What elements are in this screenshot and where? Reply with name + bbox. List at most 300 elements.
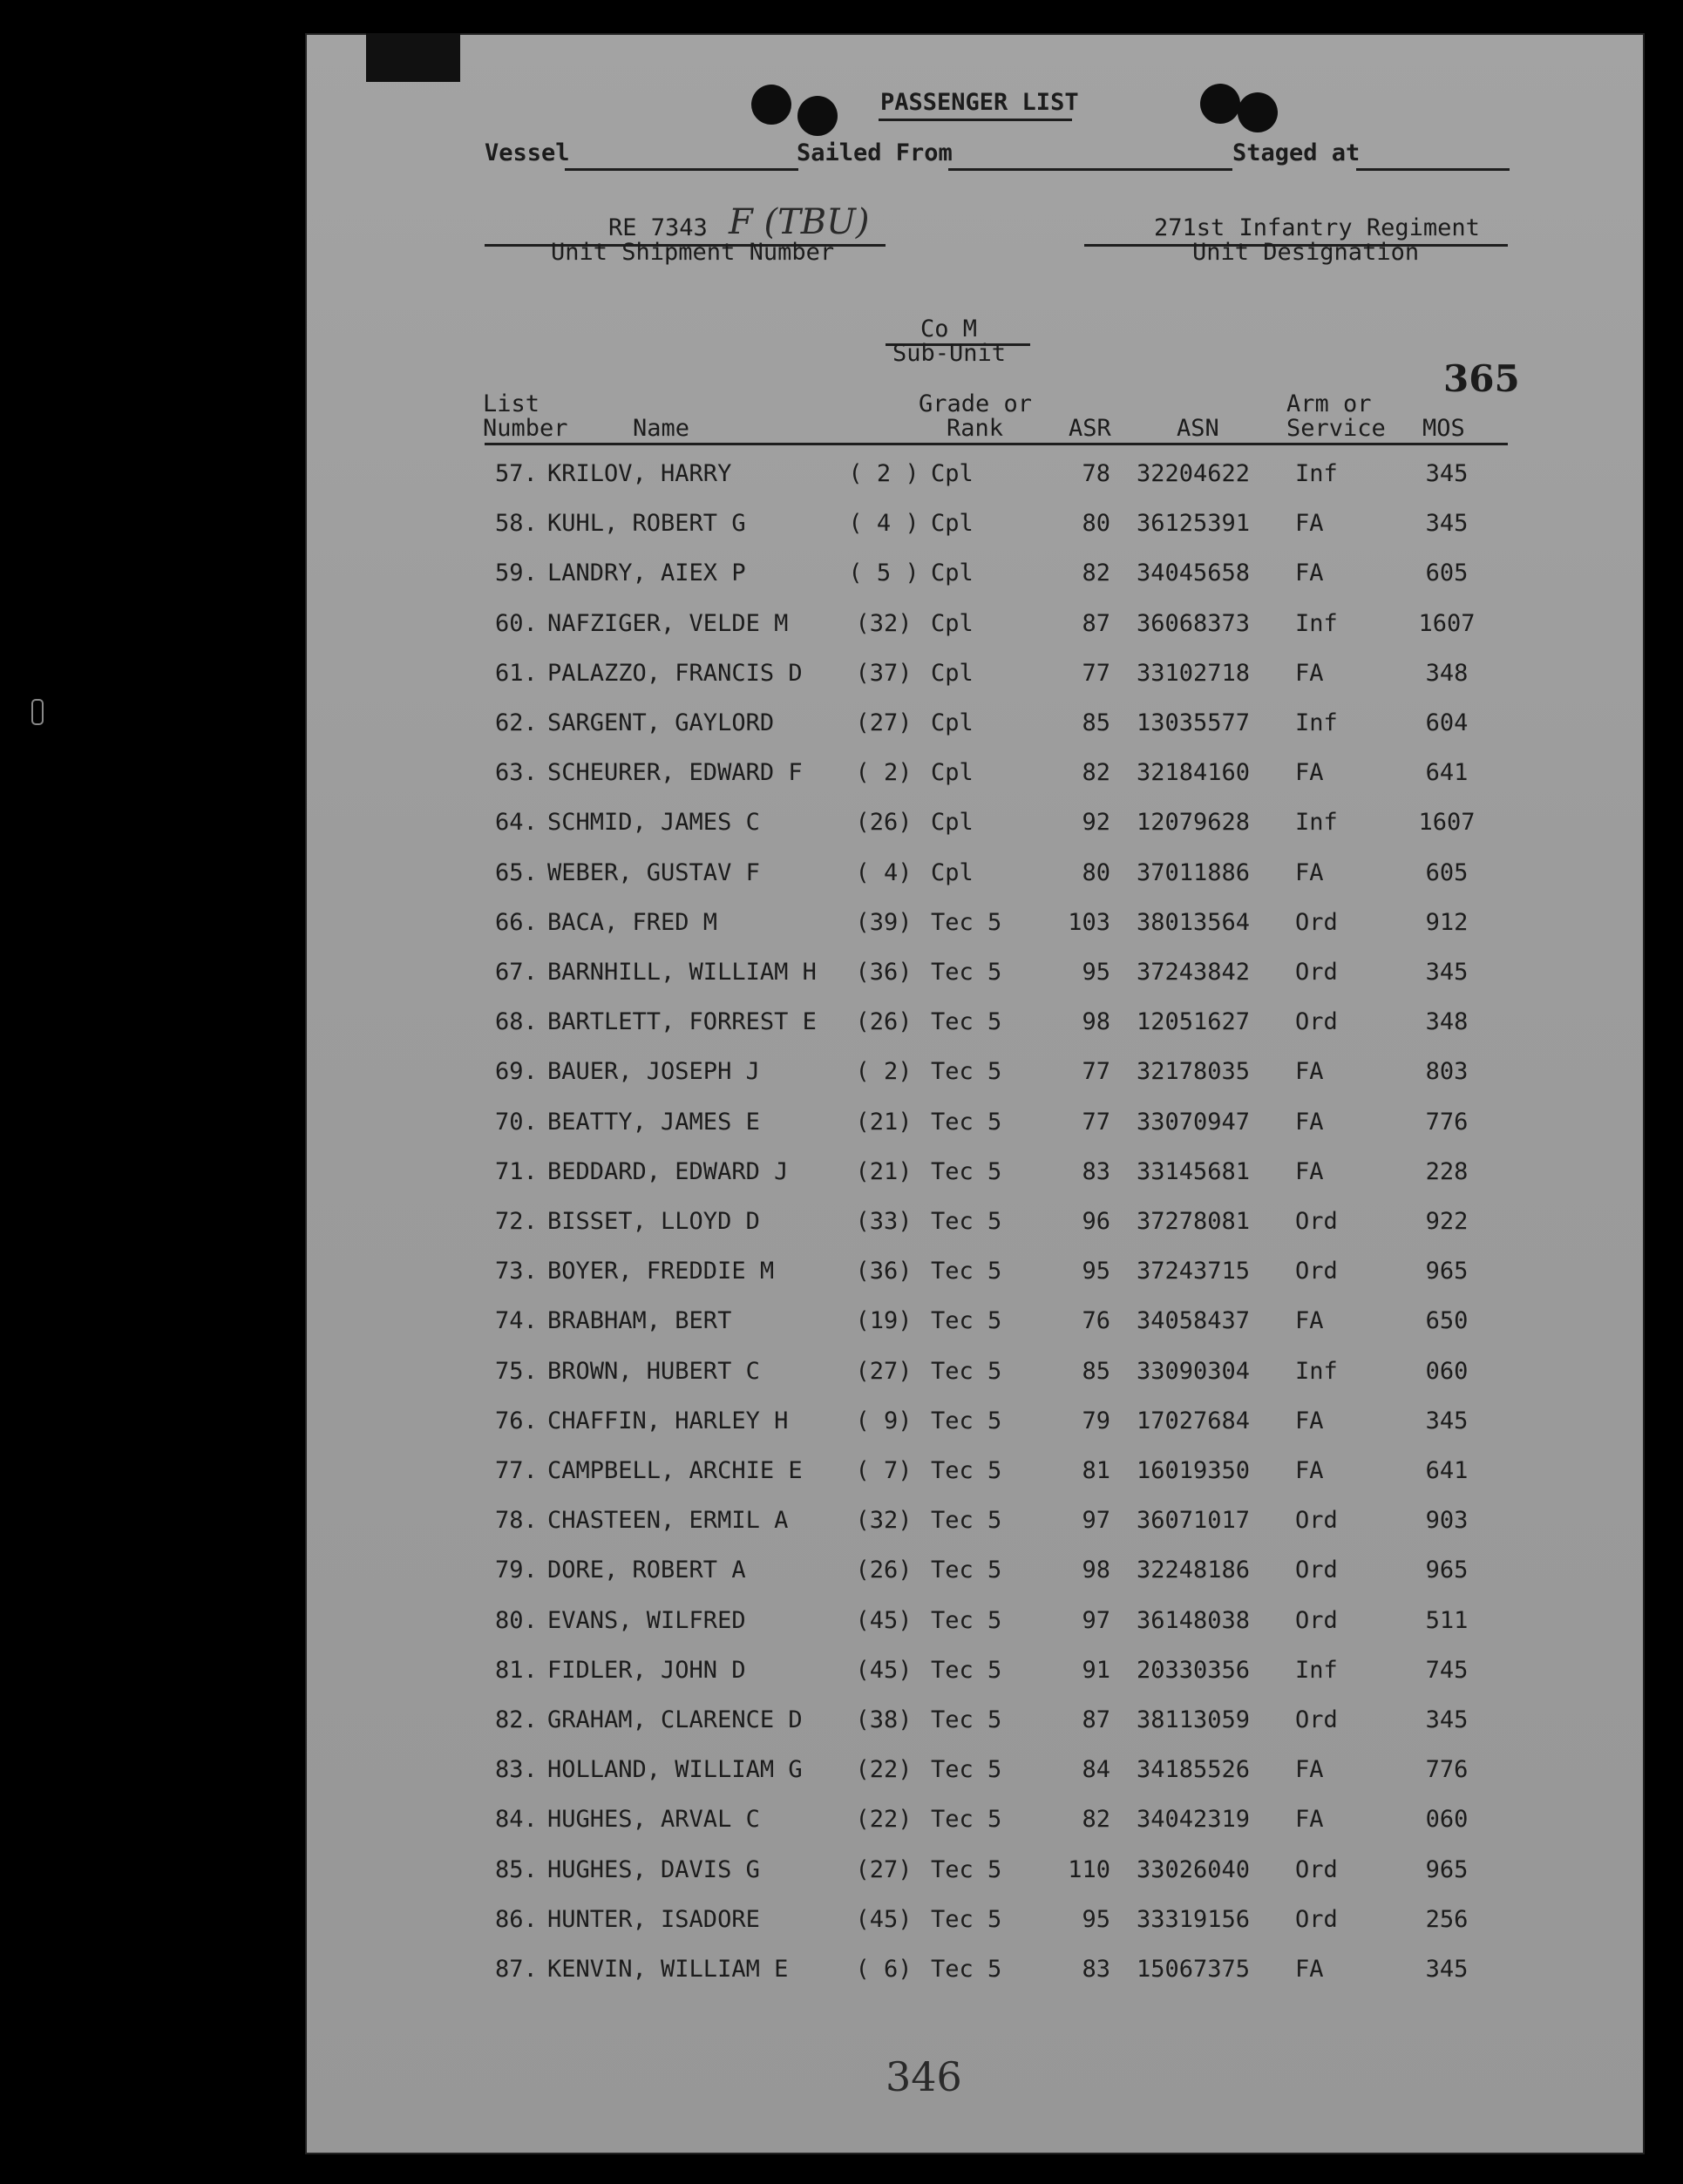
row-asr: 87 xyxy=(1082,1706,1110,1733)
unit-designation-label: Unit Designation xyxy=(1192,239,1420,266)
row-name: HUGHES, DAVIS G xyxy=(547,1855,760,1883)
row-asr: 95 xyxy=(1082,1258,1110,1285)
row-rank: Tec 5 xyxy=(931,908,1002,936)
staged-at-field-line xyxy=(1356,168,1510,171)
row-list-number: 79. xyxy=(495,1557,538,1584)
table-row xyxy=(0,1806,1683,1841)
row-rank: Tec 5 xyxy=(931,1008,1002,1036)
row-asn: 12051627 xyxy=(1137,1008,1251,1036)
row-mos: 776 xyxy=(1425,1108,1469,1136)
row-asr: 79 xyxy=(1082,1407,1110,1435)
col-asn: ASN xyxy=(1177,415,1219,442)
row-code: (45) xyxy=(855,1905,913,1933)
row-arm-service: FA xyxy=(1295,1806,1324,1834)
row-mos: 345 xyxy=(1425,959,1469,986)
row-list-number: 70. xyxy=(495,1108,538,1136)
row-arm-service: Ord xyxy=(1295,1706,1338,1733)
row-name: KENVIN, WILLIAM E xyxy=(547,1956,789,1983)
row-mos: 060 xyxy=(1425,1806,1469,1834)
table-row xyxy=(0,1407,1683,1442)
row-arm-service: FA xyxy=(1295,858,1324,886)
row-rank: Tec 5 xyxy=(931,1407,1002,1435)
row-mos: 965 xyxy=(1425,1557,1469,1584)
row-asn: 36068373 xyxy=(1137,609,1251,637)
row-asr: 97 xyxy=(1082,1507,1110,1535)
col-mos: MOS xyxy=(1422,415,1465,442)
row-asn: 20330356 xyxy=(1137,1656,1251,1684)
row-code: ( 9) xyxy=(855,1407,913,1435)
table-row xyxy=(0,1058,1683,1093)
row-code: (19) xyxy=(855,1307,913,1335)
row-rank: Cpl xyxy=(931,510,974,538)
row-list-number: 61. xyxy=(495,659,538,687)
table-row xyxy=(0,759,1683,794)
row-rank: Tec 5 xyxy=(931,1108,1002,1136)
row-code: (26) xyxy=(855,1008,913,1036)
row-list-number: 68. xyxy=(495,1008,538,1036)
row-name: BISSET, LLOYD D xyxy=(547,1208,760,1235)
row-code: (39) xyxy=(855,908,913,936)
row-rank: Cpl xyxy=(931,709,974,736)
row-code: ( 4) xyxy=(855,858,913,886)
table-row xyxy=(0,1457,1683,1492)
row-arm-service: FA xyxy=(1295,1956,1324,1983)
table-row xyxy=(0,1358,1683,1393)
row-name: CHASTEEN, ERMIL A xyxy=(547,1507,789,1535)
row-list-number: 82. xyxy=(495,1706,538,1733)
row-arm-service: FA xyxy=(1295,1756,1324,1784)
row-asr: 97 xyxy=(1082,1606,1110,1634)
row-arm-service: Ord xyxy=(1295,1008,1338,1036)
row-arm-service: FA xyxy=(1295,659,1324,687)
row-code: (22) xyxy=(855,1756,913,1784)
row-code: (37) xyxy=(855,659,913,687)
shipment-number-label: Unit Shipment Number xyxy=(551,239,835,266)
table-row xyxy=(0,660,1683,695)
table-row xyxy=(0,809,1683,844)
row-mos: 912 xyxy=(1425,908,1469,936)
row-list-number: 57. xyxy=(495,460,538,487)
row-asn: 32204622 xyxy=(1137,460,1251,487)
sailed-from-label: Sailed From xyxy=(797,139,953,166)
table-row xyxy=(0,1208,1683,1243)
table-row xyxy=(0,1706,1683,1741)
row-arm-service: FA xyxy=(1295,560,1324,587)
row-list-number: 67. xyxy=(495,959,538,986)
row-list-number: 72. xyxy=(495,1208,538,1235)
row-asr: 77 xyxy=(1082,659,1110,687)
table-row xyxy=(0,709,1683,744)
row-list-number: 65. xyxy=(495,858,538,886)
row-mos: 745 xyxy=(1425,1656,1469,1684)
row-name: EVANS, WILFRED xyxy=(547,1606,746,1634)
row-rank: Tec 5 xyxy=(931,1157,1002,1185)
row-asn: 38113059 xyxy=(1137,1706,1251,1733)
table-row xyxy=(0,1856,1683,1891)
col-arm-line1: Arm or xyxy=(1286,390,1372,417)
row-code: ( 4 ) xyxy=(848,510,920,538)
row-rank: Cpl xyxy=(931,560,974,587)
row-asr: 80 xyxy=(1082,858,1110,886)
table-row xyxy=(0,1956,1683,1991)
row-arm-service: FA xyxy=(1295,1108,1324,1136)
vessel-label: Vessel xyxy=(485,139,570,166)
row-asn: 33145681 xyxy=(1137,1157,1251,1185)
table-row xyxy=(0,909,1683,944)
row-asr: 77 xyxy=(1082,1058,1110,1086)
row-code: (32) xyxy=(855,1507,913,1535)
row-arm-service: FA xyxy=(1295,1457,1324,1484)
row-code: ( 2 ) xyxy=(848,460,920,487)
row-mos: 348 xyxy=(1425,1008,1469,1036)
row-mos: 965 xyxy=(1425,1258,1469,1285)
row-code: (22) xyxy=(855,1806,913,1834)
row-code: (45) xyxy=(855,1606,913,1634)
row-arm-service: Ord xyxy=(1295,1905,1338,1933)
handwritten-page-number: 346 xyxy=(886,2053,962,2100)
row-asn: 17027684 xyxy=(1137,1407,1251,1435)
row-arm-service: Ord xyxy=(1295,1258,1338,1285)
row-name: KRILOV, HARRY xyxy=(547,460,732,487)
table-row xyxy=(0,1008,1683,1043)
row-asr: 82 xyxy=(1082,560,1110,587)
row-mos: 903 xyxy=(1425,1507,1469,1535)
row-list-number: 62. xyxy=(495,709,538,736)
row-asn: 36148038 xyxy=(1137,1606,1251,1634)
table-row xyxy=(0,1657,1683,1692)
row-list-number: 86. xyxy=(495,1905,538,1933)
row-mos: 605 xyxy=(1425,560,1469,587)
row-arm-service: Ord xyxy=(1295,1557,1338,1584)
row-code: (26) xyxy=(855,809,913,837)
row-arm-service: Ord xyxy=(1295,1507,1338,1535)
row-asn: 34058437 xyxy=(1137,1307,1251,1335)
row-list-number: 87. xyxy=(495,1956,538,1983)
row-rank: Tec 5 xyxy=(931,1706,1002,1733)
row-mos: 641 xyxy=(1425,759,1469,787)
row-mos: 1607 xyxy=(1418,809,1476,837)
row-list-number: 84. xyxy=(495,1806,538,1834)
row-code: ( 2) xyxy=(855,759,913,787)
row-name: BROWN, HUBERT C xyxy=(547,1357,760,1385)
row-asn: 36125391 xyxy=(1137,510,1251,538)
row-name: CAMPBELL, ARCHIE E xyxy=(547,1457,803,1484)
row-arm-service: Inf xyxy=(1295,460,1338,487)
row-mos: 345 xyxy=(1425,1956,1469,1983)
row-list-number: 81. xyxy=(495,1656,538,1684)
row-mos: 1607 xyxy=(1418,609,1476,637)
row-asn: 37278081 xyxy=(1137,1208,1251,1235)
row-asr: 76 xyxy=(1082,1307,1110,1335)
row-asr: 87 xyxy=(1082,609,1110,637)
row-asr: 103 xyxy=(1068,908,1110,936)
row-asn: 38013564 xyxy=(1137,908,1251,936)
row-name: GRAHAM, CLARENCE D xyxy=(547,1706,803,1733)
row-code: (36) xyxy=(855,1258,913,1285)
row-arm-service: FA xyxy=(1295,759,1324,787)
row-arm-service: FA xyxy=(1295,510,1324,538)
table-row xyxy=(0,1307,1683,1342)
row-rank: Tec 5 xyxy=(931,1058,1002,1086)
row-code: (27) xyxy=(855,1855,913,1883)
table-row xyxy=(0,1258,1683,1292)
row-list-number: 76. xyxy=(495,1407,538,1435)
row-rank: Tec 5 xyxy=(931,1756,1002,1784)
row-arm-service: FA xyxy=(1295,1157,1324,1185)
table-row xyxy=(0,510,1683,545)
row-asr: 98 xyxy=(1082,1557,1110,1584)
row-rank: Tec 5 xyxy=(931,1357,1002,1385)
row-name: BACA, FRED M xyxy=(547,908,718,936)
row-list-number: 66. xyxy=(495,908,538,936)
table-row xyxy=(0,1607,1683,1642)
col-grade-line2: Rank xyxy=(947,415,1004,442)
punch-hole xyxy=(1200,84,1240,124)
row-asr: 80 xyxy=(1082,510,1110,538)
row-asn: 32178035 xyxy=(1137,1058,1251,1086)
row-asn: 16019350 xyxy=(1137,1457,1251,1484)
row-asn: 33102718 xyxy=(1137,659,1251,687)
row-asr: 84 xyxy=(1082,1756,1110,1784)
row-asr: 82 xyxy=(1082,759,1110,787)
table-row xyxy=(0,1158,1683,1193)
row-name: BEDDARD, EDWARD J xyxy=(547,1157,789,1185)
row-rank: Tec 5 xyxy=(931,1557,1002,1584)
row-mos: 922 xyxy=(1425,1208,1469,1235)
row-asn: 37243715 xyxy=(1137,1258,1251,1285)
col-name: Name xyxy=(633,415,690,442)
header-underline xyxy=(485,443,1508,445)
row-arm-service: Inf xyxy=(1295,709,1338,736)
col-arm-line2: Service xyxy=(1286,415,1386,442)
punch-hole xyxy=(1238,92,1278,132)
row-list-number: 73. xyxy=(495,1258,538,1285)
row-name: HUNTER, ISADORE xyxy=(547,1905,760,1933)
table-row xyxy=(0,1557,1683,1591)
table-row xyxy=(0,460,1683,495)
row-arm-service: Inf xyxy=(1295,1656,1338,1684)
row-asr: 85 xyxy=(1082,709,1110,736)
row-mos: 256 xyxy=(1425,1905,1469,1933)
row-mos: 345 xyxy=(1425,460,1469,487)
row-mos: 345 xyxy=(1425,1706,1469,1733)
col-asr: ASR xyxy=(1069,415,1111,442)
row-mos: 776 xyxy=(1425,1756,1469,1784)
row-asr: 96 xyxy=(1082,1208,1110,1235)
row-asr: 81 xyxy=(1082,1457,1110,1484)
shipment-number: RE 7343 xyxy=(608,214,708,241)
row-asr: 95 xyxy=(1082,1905,1110,1933)
row-arm-service: Inf xyxy=(1295,809,1338,837)
row-asr: 82 xyxy=(1082,1806,1110,1834)
row-name: BARNHILL, WILLIAM H xyxy=(547,959,817,986)
row-asr: 110 xyxy=(1068,1855,1110,1883)
row-mos: 605 xyxy=(1425,858,1469,886)
row-list-number: 60. xyxy=(495,609,538,637)
row-arm-service: FA xyxy=(1295,1058,1324,1086)
row-code: (36) xyxy=(855,959,913,986)
row-asn: 37243842 xyxy=(1137,959,1251,986)
row-code: (27) xyxy=(855,709,913,736)
row-list-number: 80. xyxy=(495,1606,538,1634)
row-name: HUGHES, ARVAL C xyxy=(547,1806,760,1834)
row-code: (38) xyxy=(855,1706,913,1733)
row-asn: 32248186 xyxy=(1137,1557,1251,1584)
punch-hole xyxy=(751,85,791,125)
row-rank: Tec 5 xyxy=(931,1855,1002,1883)
row-name: FIDLER, JOHN D xyxy=(547,1656,746,1684)
row-rank: Tec 5 xyxy=(931,1307,1002,1335)
page-stamp: 365 xyxy=(1443,357,1520,400)
row-rank: Tec 5 xyxy=(931,1507,1002,1535)
row-asr: 77 xyxy=(1082,1108,1110,1136)
row-arm-service: Ord xyxy=(1295,908,1338,936)
row-code: (21) xyxy=(855,1157,913,1185)
row-arm-service: Inf xyxy=(1295,609,1338,637)
row-name: SCHMID, JAMES C xyxy=(547,809,760,837)
row-mos: 060 xyxy=(1425,1357,1469,1385)
row-name: BEATTY, JAMES E xyxy=(547,1108,760,1136)
row-rank: Tec 5 xyxy=(931,1208,1002,1235)
top-tab xyxy=(366,33,460,82)
row-code: (21) xyxy=(855,1108,913,1136)
row-rank: Cpl xyxy=(931,759,974,787)
row-mos: 228 xyxy=(1425,1157,1469,1185)
row-rank: Tec 5 xyxy=(931,1606,1002,1634)
row-list-number: 69. xyxy=(495,1058,538,1086)
unit-designation: 271st Infantry Regiment xyxy=(1154,214,1480,241)
row-list-number: 85. xyxy=(495,1855,538,1883)
row-name: BARTLETT, FORREST E xyxy=(547,1008,817,1036)
row-asn: 34185526 xyxy=(1137,1756,1251,1784)
row-mos: 345 xyxy=(1425,510,1469,538)
row-mos: 345 xyxy=(1425,1407,1469,1435)
row-list-number: 64. xyxy=(495,809,538,837)
row-asn: 32184160 xyxy=(1137,759,1251,787)
row-rank: Cpl xyxy=(931,460,974,487)
table-row xyxy=(0,959,1683,994)
row-name: BRABHAM, BERT xyxy=(547,1307,732,1335)
row-code: (45) xyxy=(855,1656,913,1684)
shipment-annotation: F (TBU) xyxy=(729,202,870,242)
row-asn: 33070947 xyxy=(1137,1108,1251,1136)
row-rank: Tec 5 xyxy=(931,959,1002,986)
row-code: ( 6) xyxy=(855,1956,913,1983)
row-mos: 511 xyxy=(1425,1606,1469,1634)
row-list-number: 75. xyxy=(495,1357,538,1385)
row-asr: 92 xyxy=(1082,809,1110,837)
row-list-number: 83. xyxy=(495,1756,538,1784)
row-name: SCHEURER, EDWARD F xyxy=(547,759,803,787)
row-code: ( 2) xyxy=(855,1058,913,1086)
row-list-number: 71. xyxy=(495,1157,538,1185)
row-list-number: 77. xyxy=(495,1457,538,1484)
row-asn: 15067375 xyxy=(1137,1956,1251,1983)
row-asn: 33090304 xyxy=(1137,1357,1251,1385)
row-asr: 85 xyxy=(1082,1357,1110,1385)
row-rank: Cpl xyxy=(931,809,974,837)
row-asn: 12079628 xyxy=(1137,809,1251,837)
row-arm-service: FA xyxy=(1295,1407,1324,1435)
row-arm-service: FA xyxy=(1295,1307,1324,1335)
row-list-number: 63. xyxy=(495,759,538,787)
vessel-field-line xyxy=(565,168,798,171)
row-list-number: 59. xyxy=(495,560,538,587)
row-asn: 36071017 xyxy=(1137,1507,1251,1535)
row-arm-service: Ord xyxy=(1295,959,1338,986)
row-rank: Tec 5 xyxy=(931,1905,1002,1933)
row-mos: 604 xyxy=(1425,709,1469,736)
row-rank: Tec 5 xyxy=(931,1956,1002,1983)
row-mos: 650 xyxy=(1425,1307,1469,1335)
row-arm-service: Ord xyxy=(1295,1606,1338,1634)
row-name: PALAZZO, FRANCIS D xyxy=(547,659,803,687)
row-code: (33) xyxy=(855,1208,913,1235)
row-name: CHAFFIN, HARLEY H xyxy=(547,1407,789,1435)
row-name: BAUER, JOSEPH J xyxy=(547,1058,760,1086)
page-title: PASSENGER LIST xyxy=(880,89,1079,116)
table-row xyxy=(0,610,1683,645)
row-rank: Tec 5 xyxy=(931,1457,1002,1484)
row-name: DORE, ROBERT A xyxy=(547,1557,746,1584)
row-list-number: 78. xyxy=(495,1507,538,1535)
row-name: KUHL, ROBERT G xyxy=(547,510,746,538)
row-asr: 98 xyxy=(1082,1008,1110,1036)
table-row xyxy=(0,1109,1683,1143)
table-row xyxy=(0,1507,1683,1542)
row-mos: 803 xyxy=(1425,1058,1469,1086)
row-asn: 33319156 xyxy=(1137,1905,1251,1933)
col-grade-line1: Grade or xyxy=(919,390,1033,417)
row-asr: 95 xyxy=(1082,959,1110,986)
table-row xyxy=(0,560,1683,594)
sub-unit: Co M xyxy=(920,315,978,343)
row-code: ( 7) xyxy=(855,1457,913,1484)
row-asn: 34042319 xyxy=(1137,1806,1251,1834)
row-rank: Cpl xyxy=(931,858,974,886)
row-asn: 34045658 xyxy=(1137,560,1251,587)
row-mos: 965 xyxy=(1425,1855,1469,1883)
row-list-number: 58. xyxy=(495,510,538,538)
row-asr: 78 xyxy=(1082,460,1110,487)
row-name: SARGENT, GAYLORD xyxy=(547,709,775,736)
row-asr: 83 xyxy=(1082,1956,1110,1983)
staged-at-label: Staged at xyxy=(1232,139,1361,166)
table-row xyxy=(0,1756,1683,1791)
row-name: NAFZIGER, VELDE M xyxy=(547,609,789,637)
row-arm-service: Inf xyxy=(1295,1357,1338,1385)
sub-unit-label: Sub-Unit xyxy=(892,340,1007,367)
row-code: (32) xyxy=(855,609,913,637)
title-underline xyxy=(879,119,1072,121)
row-rank: Tec 5 xyxy=(931,1656,1002,1684)
sailed-from-field-line xyxy=(948,168,1232,171)
row-code: (26) xyxy=(855,1557,913,1584)
row-code: (27) xyxy=(855,1357,913,1385)
row-arm-service: Ord xyxy=(1295,1208,1338,1235)
row-rank: Tec 5 xyxy=(931,1258,1002,1285)
row-mos: 348 xyxy=(1425,659,1469,687)
table-row xyxy=(0,1906,1683,1941)
row-name: BOYER, FREDDIE M xyxy=(547,1258,775,1285)
col-list-number-line1: List xyxy=(483,390,540,417)
row-rank: Cpl xyxy=(931,659,974,687)
row-name: WEBER, GUSTAV F xyxy=(547,858,760,886)
punch-hole xyxy=(797,96,838,136)
row-asn: 33026040 xyxy=(1137,1855,1251,1883)
col-list-number-line2: Number xyxy=(483,415,568,442)
row-asn: 13035577 xyxy=(1137,709,1251,736)
